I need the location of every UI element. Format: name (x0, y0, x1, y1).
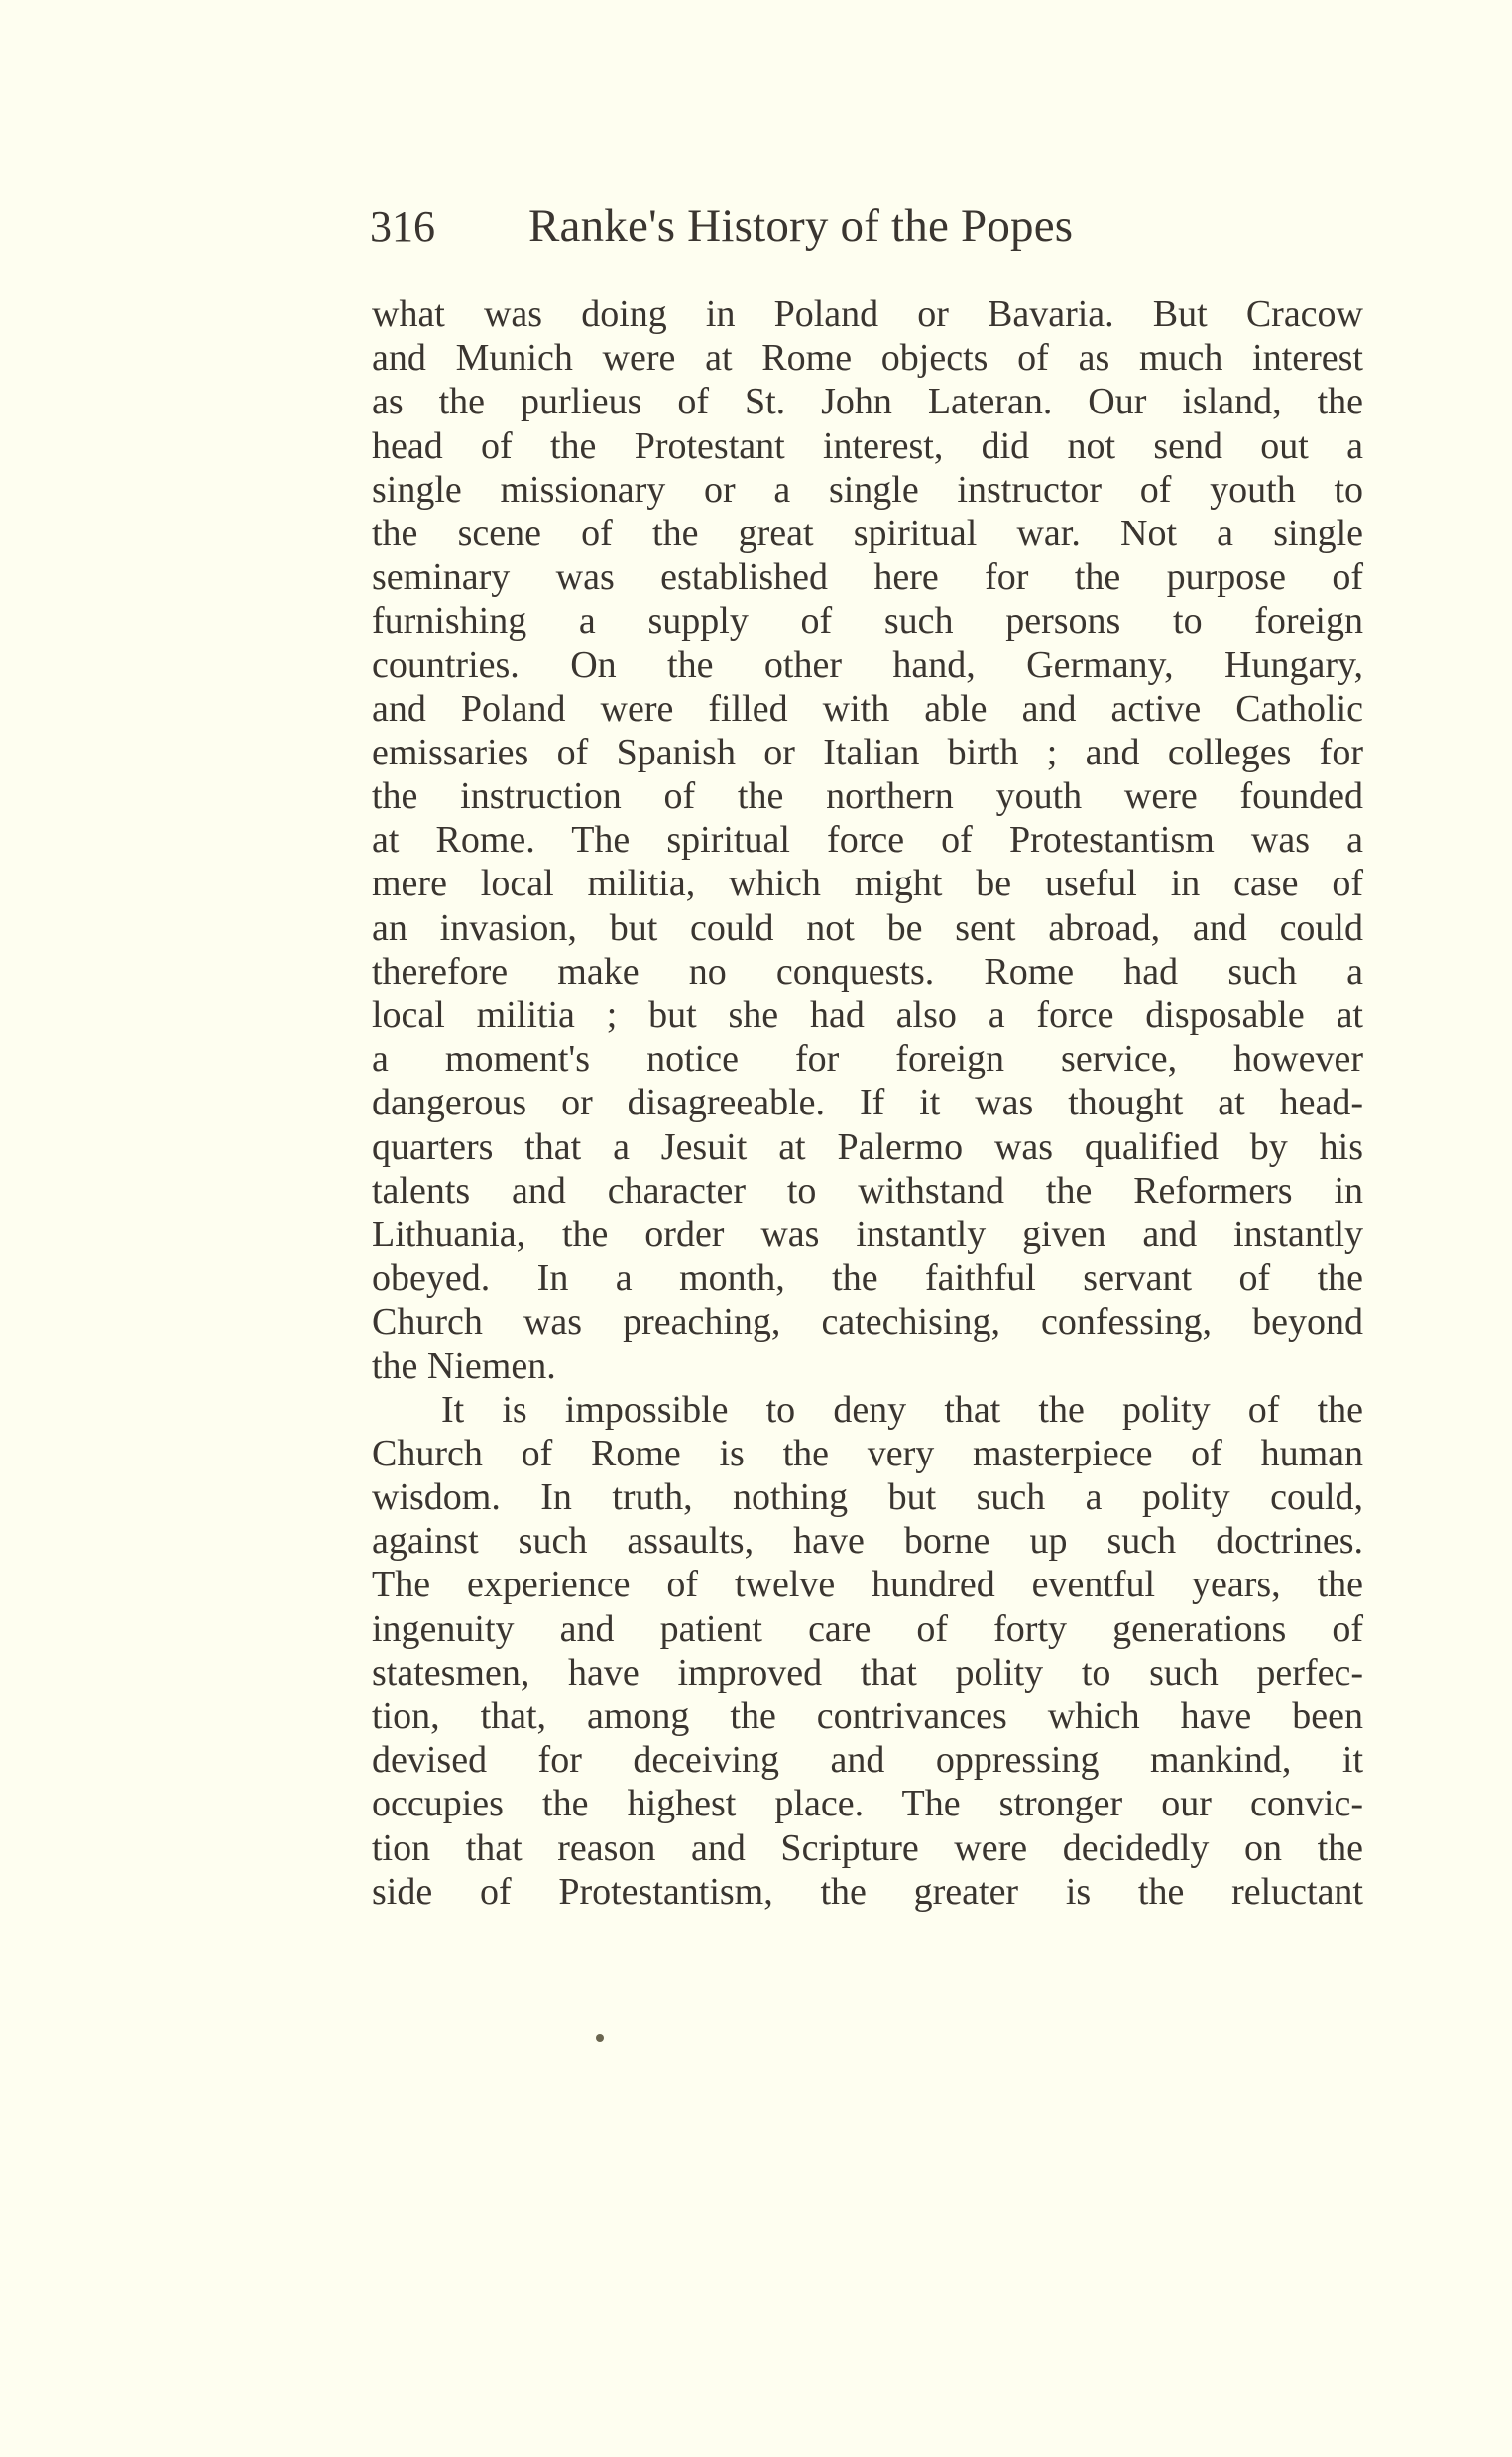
text-line: an invasion, but could not be sent abroad, and could (372, 906, 1363, 949)
text-line-paragraph-start: It is impossible to deny that the polity of the (441, 1388, 1363, 1431)
text-line: therefore make no conquests. Rome had such a (372, 950, 1363, 993)
text-line: Lithuania, the order was instantly given and instantly (372, 1213, 1363, 1255)
text-line: occupies the highest place. The stronger our convic- (372, 1783, 1363, 1825)
text-line: Church of Rome is the very masterpiece of human (372, 1432, 1363, 1474)
text-line: dangerous or disagreeable. If it was thought at head- (372, 1082, 1363, 1124)
text-line: emissaries of Spanish or Italian birth ; and colleges for (372, 731, 1363, 773)
text-line: statesmen, have improved that polity to such perfec- (372, 1651, 1363, 1694)
text-line: and Poland were filled with able and active Catholic (372, 687, 1363, 730)
text-line: tion, that, among the contrivances which have been (372, 1696, 1363, 1737)
text-line: ingenuity and patient care of forty generations of (372, 1607, 1363, 1650)
text-line-paragraph-end: the Niemen. (372, 1345, 556, 1387)
body-text (372, 292, 1363, 1914)
text-line: wisdom. In truth, nothing but such a polity could, (372, 1476, 1363, 1519)
text-line: obeyed. In a month, the faithful servant of the (372, 1257, 1363, 1300)
text-line: at Rome. The spiritual force of Protestantism was a (372, 819, 1363, 862)
text-line: and Munich were at Rome objects of as much interest (372, 337, 1363, 380)
text-line: seminary was established here for the purpose of (372, 556, 1363, 599)
text-line: the scene of the great spiritual war. Not a single (372, 512, 1363, 554)
text-line: countries. On the other hand, Germany, Hungary, (372, 644, 1363, 686)
page-number: 316 (370, 202, 435, 251)
text-line: a moment's notice for foreign service, however (372, 1038, 1363, 1081)
text-line: tion that reason and Scripture were decidedly on the (372, 1826, 1363, 1869)
text-line: furnishing a supply of such persons to foreign (372, 600, 1363, 643)
text-line: mere local militia, which might be useful in case of (372, 863, 1363, 905)
running-head (370, 196, 1203, 256)
text-line: quarters that a Jesuit at Palermo was qualified by his (372, 1125, 1363, 1168)
text-line: the instruction of the northern youth were founded (372, 775, 1363, 818)
text-line: side of Protestantism, the greater is the reluctant (372, 1870, 1363, 1913)
text-line: talents and character to withstand the Reformers in (372, 1169, 1363, 1212)
text-line: as the purlieus of St. John Lateran. Our island, the (372, 381, 1363, 423)
text-line: head of the Protestant interest, did not send out a (372, 424, 1363, 467)
text-line: local militia ; but she had also a force disposable at (372, 994, 1363, 1036)
ink-speck (596, 2034, 604, 2042)
text-line: single missionary or a single instructor of youth to (372, 468, 1363, 511)
running-title: Ranke's History of the Popes (528, 200, 1074, 252)
text-line: devised for deceiving and oppressing mankind, it (372, 1739, 1363, 1782)
text-line: The experience of twelve hundred eventful years, the (372, 1564, 1363, 1606)
text-line: against such assaults, have borne up such doctrines. (372, 1520, 1363, 1563)
text-line: what was doing in Poland or Bavaria. But Cracow (372, 293, 1363, 335)
text-line: Church was preaching, catechising, confessing, beyond (372, 1301, 1363, 1344)
